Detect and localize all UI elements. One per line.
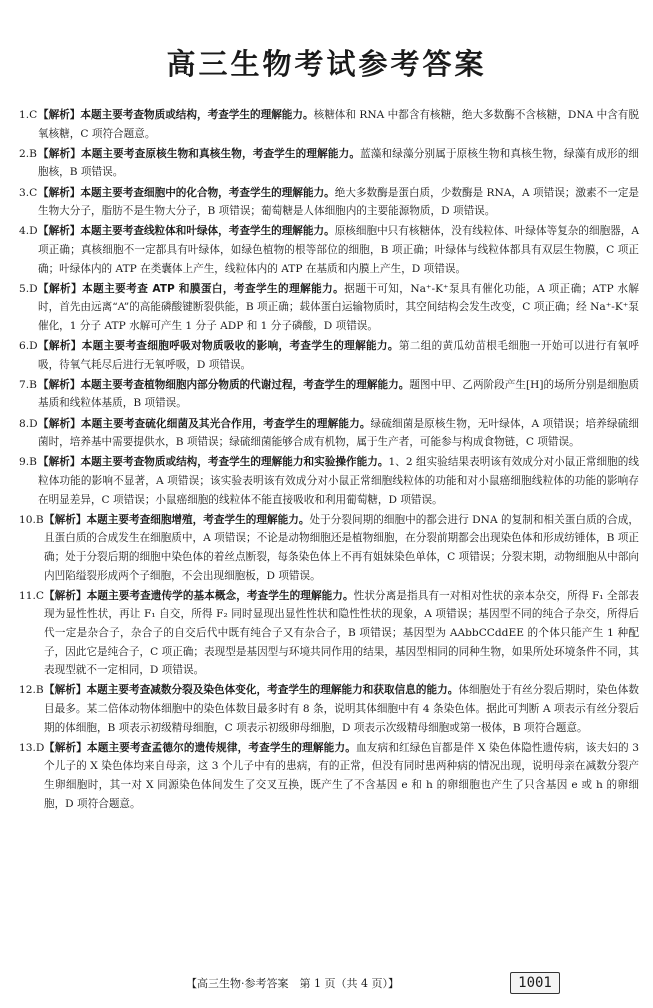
answer-summary: 本题主要考查植物细胞内部分物质的代谢过程，考查学生的理解能力。 [80,378,410,391]
analysis-tag: 【解析】 [38,378,81,391]
answer-summary: 本题主要考查原核生物和真核生物，考查学生的理解能力。 [80,147,361,160]
answer-number: 7.B [19,378,37,391]
answer-explanation: 第二组的黄瓜幼苗根毛细胞一开始可以进行有氧呼吸，待氧气耗尽后进行无氧呼吸，D 项错误。 [38,340,640,371]
answer-list [19,106,639,815]
analysis-tag: 【解析】 [38,456,81,469]
analysis-tag: 【解析】 [38,282,83,295]
answer-summary: 本题主要考查线粒体和叶绿体，考查学生的理解能力。 [80,225,335,238]
answer-number: 3.C [19,186,38,199]
answer-item [19,739,639,813]
analysis-tag: 【解析】 [38,147,81,160]
answer-summary: 本题主要考查减数分裂及染色体变化，考查学生的理解能力和获取信息的能力。 [86,684,459,697]
answer-number: 13.D [19,741,45,754]
analysis-tag: 【解析】 [44,589,87,602]
answer-explanation: 核糖体和 RNA 中都含有核糖，绝大多数酶不含核糖，DNA 中含有脱氧核糖，C 项符合题意。 [38,109,639,140]
analysis-tag: 【解析】 [38,109,81,121]
answer-explanation: 绿硫细菌是原核生物，无叶绿体，A 项错误；培养绿硫细菌时，培养基中需要提供水，B 项错误；绿硫细菌能够合成有机物，属于生产者，可能参与构成食物链，C 项错误。 [38,417,640,449]
answer-summary: 本题主要考查孟德尔的遗传规律，考查学生的理解能力。 [87,741,356,754]
analysis-tag: 【解析】 [44,513,87,526]
answer-item [19,511,639,585]
answer-number: 4.D [19,225,38,238]
answer-number: 2.B [19,147,37,160]
answer-item [19,376,639,413]
answer-explanation: 1、2 组实验结果表明该有效成分对小鼠正常细胞的线粒体功能的影响不显著，A 项错误；该实验表明该有效成分对小鼠正常细胞线粒体的功能和对小鼠癌细胞线粒体的功能的影响存在明显差异，C 项错误；小鼠癌细胞的线粒体不能直接吸收和利用葡萄糖，D 项错误。 [38,456,640,506]
analysis-tag: 【解析】 [38,340,82,353]
answer-item [19,222,639,278]
answer-number: 11.C [19,589,44,602]
analysis-tag: 【解析】 [38,417,81,430]
answer-summary: 本题主要考查物质或结构，考查学生的理解能力和实验操作能力。 [80,456,389,469]
answer-summary: 本题主要考查细胞呼吸对物质吸收的影响，考查学生的理解能力。 [81,340,399,353]
answer-summary: 本题主要考查细胞中的化合物，考查学生的理解能力。 [80,186,335,199]
answer-summary: 本题主要考查细胞增殖，考查学生的理解能力。 [86,513,310,526]
page-footer [0,972,653,996]
answer-number: 12.B [19,684,44,697]
answer-explanation: 性状分离是指具有一对相对性状的亲本杂交，所得 F₁ 全部表现为显性性状，再让 F₁ 自交，所得 F₂ 同时显现出显性性状和隐性性状的现象，A 项错误；基因型不同的纯合子杂交，所得后代一定是杂合子，杂合子的自交后代中既有纯合子又有杂合子，B 项错误；基因型为 AAbbCCddEE 的个体只能产生 1 种配子，因此它是纯合子，C 项正确；表现型是基因型与环境共同作用的结果，基因型相同的同种生物，如果所处环境条件不同，其表现型就不一定相同，D 项错误。 [44,589,640,677]
answer-explanation: 绝大多数酶是蛋白质，少数酶是 RNA，A 项错误；激素不一定是生物大分子，脂肪不是生物大分子，B 项错误；葡萄糖是人体细胞内的主要能源物质，D 项错误。 [38,186,640,218]
footer-page-info: 【高三生物·参考答案 第 1 页（共 4 页）】 [186,977,399,990]
answer-number: 10.B [19,513,44,526]
answer-item [19,106,639,143]
answer-number: 1.C [19,109,38,121]
answer-item [19,184,639,221]
answer-item [19,415,639,452]
answer-item [19,145,639,182]
answer-number: 8.D [19,417,38,430]
answer-summary: 本题主要考查遗传学的基本概念，考查学生的理解能力。 [86,589,354,602]
analysis-tag: 【解析】 [44,684,87,697]
answer-explanation: 处于分裂间期的细胞中的都会进行 DNA 的复制和相关蛋白质的合成，且蛋白质的合成发生在细胞质中，A 项错误；不论是动物细胞还是植物细胞，在分裂前期都会出现染色体和形成纺锤体，B 项正确；处于分裂后期的细胞中染色体的着丝点断裂，每条染色体上不再有姐妹染色单体，C 项错误；分裂末期，动物细胞从中部向内凹陷缢裂形成两个子细胞，不会出现细胞板，D 项错误。 [44,513,640,582]
answer-item [19,587,639,680]
answer-summary: 本题主要考查 ATP 和膜蛋白，考查学生的理解能力。 [82,282,345,295]
answer-explanation: 体细胞处于有丝分裂后期时，染色体数目最多。某二倍体动物体细胞中的染色体数目最多时有 8 条，说明其体细胞中有 4 条染色体。据此可判断 A 项表示有丝分裂后期的体细胞，B 项表示初级精母细胞，C 项表示初级卵母细胞，D 项表示次级精母细胞或第一极体，B 项符合题意。 [44,684,640,734]
answer-explanation: 据题干可知，Na⁺-K⁺泵具有催化功能，A 项正确；ATP 水解时，首先由远离“A”的高能磷酸键断裂供能，B 项正确；载体蛋白运输物质时，其空间结构会发生改变，C 项正确；经 Na⁺-K⁺泵催化，1 分子 ATP 水解可产生 1 分子 ADP 和 1 分子磷酸，D 项错误。 [38,282,639,332]
answer-item [19,681,639,737]
page-title: 高三生物考试参考答案 [166,47,487,81]
analysis-tag: 【解析】 [38,186,81,199]
paper-code-box: 1001 [510,972,560,994]
answer-number: 9.B [19,456,37,469]
answer-number: 5.D [19,282,38,295]
answer-explanation: 血友病和红绿色盲都是伴 X 染色体隐性遗传病，该夫妇的 3 个儿子的 X 染色体均来自母亲，这 3 个儿子中有的患病，有的正常，但没有同时患两种病的情况出现，说明母亲在减数分裂产生卵细胞时，其一对 X 同源染色体间发生了交叉互换，既产生了不含基因 e 和 h 的卵细胞也产生了只含基因 e 或 h 的卵细胞，D 项符合题意。 [44,741,640,810]
answer-explanation: 原核细胞中只有核糖体，没有线粒体、叶绿体等复杂的细胞器，A 项正确；真核细胞不一定都具有叶绿体，如绿色植物的根等部位的细胞，B 项正确；叶绿体与线粒体都具有双层生物膜，C 项正确；叶绿体内的 ATP 在类囊体上产生，线粒体内的 ATP 在基质和内膜上产生，D 项错误。 [38,225,640,275]
answer-number: 6.D [19,340,38,353]
analysis-tag: 【解析】 [44,741,88,754]
answer-explanation: 蓝藻和绿藻分别属于原核生物和真核生物，绿藻有成形的细胞核，B 项错误。 [38,147,640,179]
answer-explanation: 题图中甲、乙两阶段产生[H]的场所分别是细胞质基质和线粒体基质，B 项错误。 [38,378,639,410]
answer-item [19,280,639,336]
analysis-tag: 【解析】 [38,225,81,238]
answer-summary: 本题主要考查硫化细菌及其光合作用，考查学生的理解能力。 [80,417,371,430]
answer-item [19,453,639,509]
answer-summary: 本题主要考查物质或结构，考查学生的理解能力。 [80,109,314,121]
answer-item [19,337,639,374]
